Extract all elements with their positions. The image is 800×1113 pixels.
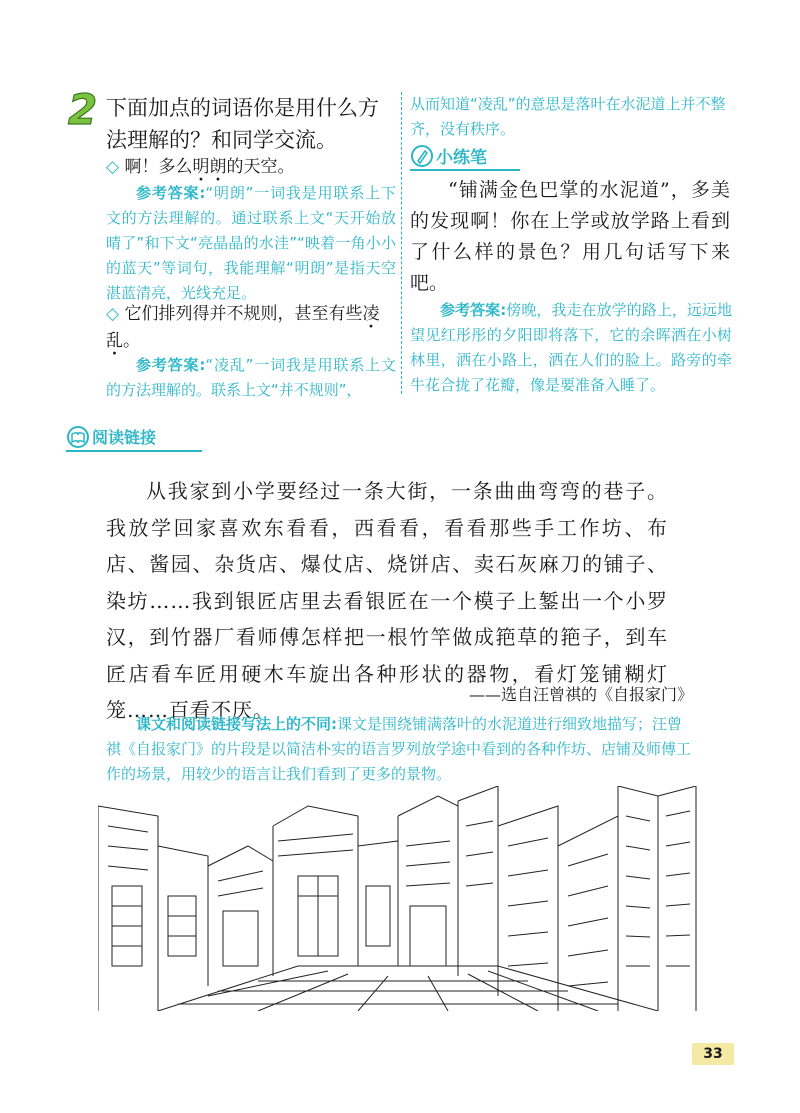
page-number: 33 (692, 1043, 734, 1065)
dotted-char: 明 (192, 157, 210, 177)
diamond-marker-icon: ◇ (106, 157, 120, 177)
dotted-char: 凌 (362, 304, 380, 324)
difference-label: 课文和阅读链接写法上的不同: (136, 715, 337, 733)
practice-underline (410, 169, 520, 171)
question-number-icon (66, 86, 100, 130)
dotted-char: 朗 (209, 157, 227, 177)
answer-1: 参考答案:“明朗”一词我是用联系上下文的方法理解的。通过联系上文“天开始放晴了”和下文“亮晶晶的水洼”“映着一角小小的蓝天”等词句，我能理解“明朗”是指天空湛蓝清亮，光线充足。 (106, 184, 397, 302)
street-illustration (98, 786, 698, 1011)
diamond-marker-icon: ◇ (106, 304, 120, 324)
reading-title: 阅读链接 (92, 428, 157, 447)
reading-passage: 从我家到小学要经过一条大街，一条曲曲弯弯的巷子。我放学回家喜欢东看看，西看看，看看那些手工作坊、布店、酱园、杂货店、爆仗店、烧饼店、卖石灰麻刀的铺子、染坊……我到银匠店里去看银匠在一个模子上錾出一个小罗汉，到竹器厂看师傅怎样把一根竹竿做成筢草的筢子，到车匠店看车匠用硬木车旋出各种形状的器物，看灯笼铺糊灯笼……百看不厌。 (106, 479, 668, 722)
practice-answer: 参考答案:傍晚，我走在放学的路上，远远地望见红彤彤的夕阳即将落下，它的余晖洒在小树林里，洒在小路上，洒在人们的脸上。路旁的牵牛花合拢了花瓣，像是要准备入睡了。 (410, 301, 732, 394)
answer-2: 参考答案:“凌乱”一词我是用联系上文的方法理解的。联系上文“并不规则”， (106, 356, 397, 399)
writing-difference-note: 课文和阅读链接写法上的不同:课文是围绕铺满落叶的水泥道进行细致地描写；汪曾祺《自报家门》的片段是以简洁朴实的语言罗列放学途中看到的各种作坊、店铺及师傅工作的场景，用较少的语言让我们看到了更多的景物。 (106, 715, 692, 783)
example-sentence-2: ◇ 它们排列得并不规则，甚至有些凌乱。 (106, 304, 380, 351)
example-sentence-1: ◇ 啊！多么明朗的天空。 (106, 157, 295, 177)
column-divider (401, 92, 402, 394)
dotted-char: 乱 (106, 331, 123, 351)
answer-label: 参考答案: (440, 301, 507, 319)
reading-underline (66, 450, 202, 452)
answer-2-continuation: 从而知道“凌乱”的意思是落叶在水泥道上并不整齐，没有秩序。 (410, 95, 726, 138)
question-text: 下面加点的词语你是用什么方法理解的？和同学交流。 (106, 96, 379, 152)
practice-title: 小练笔 (436, 148, 487, 168)
svg-text:2: 2 (68, 86, 98, 130)
answer-label: 参考答案: (136, 356, 206, 374)
passage-source: ——选自汪曾祺的《自报家门》 (468, 685, 693, 704)
practice-prompt: “铺满金色巴掌的水泥道”，多美的发现啊！你在上学或放学路上看到了什么样的景色？用几句话写下来吧。 (410, 179, 730, 294)
answer-label: 参考答案: (136, 184, 206, 202)
